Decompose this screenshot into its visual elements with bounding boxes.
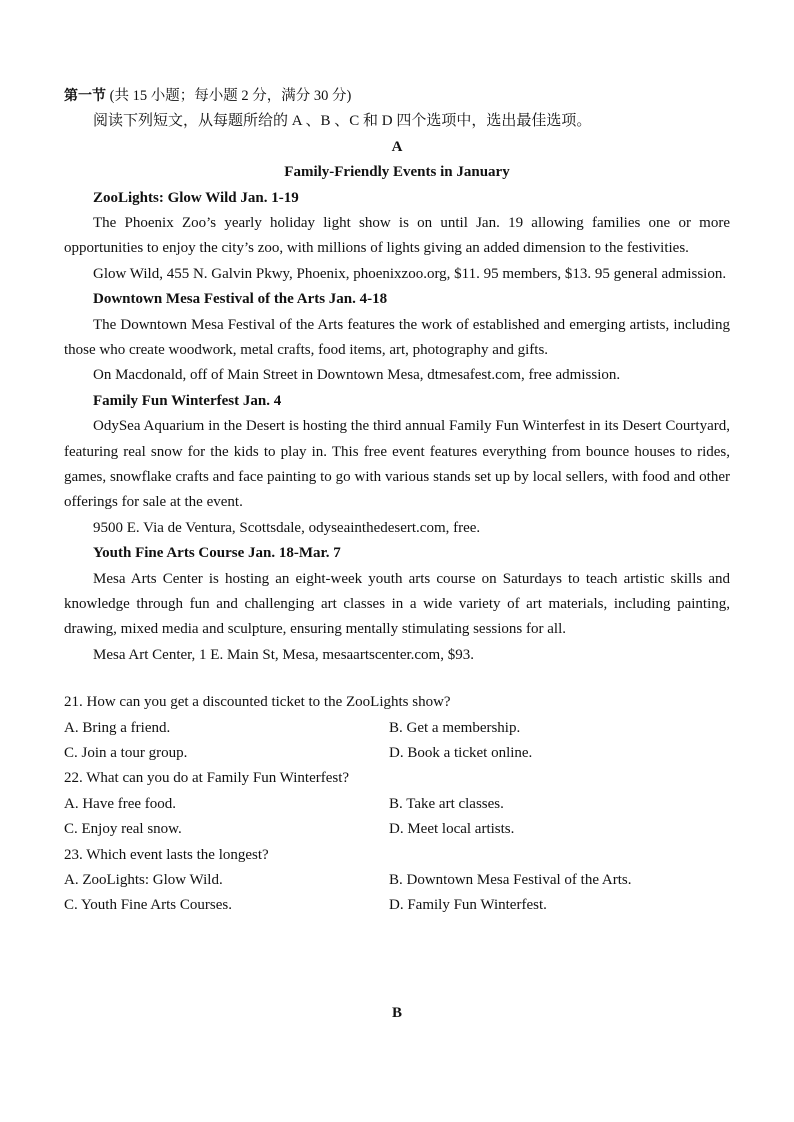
option-d[interactable]: D. Meet local artists. — [389, 821, 515, 838]
event-info: 9500 E. Via de Ventura, Scottsdale, odyseainthedesert.com, free. — [93, 519, 481, 536]
option-a[interactable]: A. Bring a friend. — [64, 719, 171, 736]
event-description: The Phoenix Zoo’s yearly holiday light show is on until Jan. 19 allowing families one or more opportunities to enjoy the city’s zoo, with millions of lights giving an added dimension to the festivities. — [64, 214, 730, 257]
question-23 — [64, 843, 730, 919]
event-info: Glow Wild, 455 N. Galvin Pkwy, Phoenix, phoenixzoo.org, $11. 95 members, $13. 95 general admission. — [93, 265, 727, 282]
question-stem: 21. How can you get a discounted ticket to the ZooLights show? — [64, 694, 451, 711]
option-d[interactable]: D. Book a ticket online. — [389, 745, 533, 761]
event-youth-arts — [64, 541, 730, 668]
event-description: OdySea Aquarium in the Desert is hosting the third annual Family Fun Winterfest in its Desert Courtyard, featuring real snow for the kids to play in. This free event features everything from bounce houses to rides, games, snowflake crafts and face painting to go with various stands set up by local sellers, with food and other offerings for sale at the event. — [64, 418, 730, 511]
passage-label: A — [391, 138, 403, 155]
event-description: The Downtown Mesa Festival of the Arts features the work of established and emerging artists, including those who create woodwork, metal crafts, food items, art, photography and gifts. — [64, 316, 730, 358]
event-description: Mesa Arts Center is hosting an eight-week youth arts course on Saturdays to teach artistic skills and knowledge through fun and challenging art classes in a wide variety of art materials, including painting, drawing, mixed media and sculpture, ensuring mentally stimulating sessions for all. — [64, 570, 730, 638]
event-heading: ZooLights: Glow Wild Jan. 1-19 — [93, 189, 299, 206]
event-heading: Family Fun Winterfest Jan. 4 — [93, 392, 282, 409]
section-heading — [64, 84, 730, 109]
event-info: On Macdonald, off of Main Street in Downtown Mesa, dtmesafest.com, free admission. — [93, 367, 621, 384]
option-b[interactable]: B. Take art classes. — [389, 795, 504, 812]
event-heading: Downtown Mesa Festival of the Arts Jan. 4-18 — [93, 291, 388, 308]
exam-page — [64, 84, 730, 919]
section-info: (共 15 小题；每小题 2 分，满分 30 分) — [109, 88, 352, 104]
option-c[interactable]: C. Youth Fine Arts Courses. — [64, 897, 232, 914]
option-b[interactable]: B. Downtown Mesa Festival of the Arts. — [389, 871, 632, 888]
section-label: 第一节 — [64, 88, 106, 104]
event-winterfest — [64, 389, 730, 541]
event-info: Mesa Art Center, 1 E. Main St, Mesa, mesaartscenter.com, $93. — [93, 646, 474, 663]
question-21 — [64, 690, 730, 766]
question-stem: 23. Which event lasts the longest? — [64, 846, 269, 863]
question-22 — [64, 766, 730, 842]
event-zoolights — [64, 186, 730, 288]
option-d[interactable]: D. Family Fun Winterfest. — [389, 897, 547, 914]
event-mesa-festival — [64, 287, 730, 389]
event-heading: Youth Fine Arts Course Jan. 18-Mar. 7 — [93, 545, 341, 562]
option-c[interactable]: C. Join a tour group. — [64, 745, 188, 761]
instruction: 阅读下列短文，从每题所给的 A 、B 、C 和 D 四个选项中，选出最佳选项。 — [93, 113, 592, 130]
option-b[interactable]: B. Get a membership. — [389, 719, 521, 736]
option-a[interactable]: A. ZooLights: Glow Wild. — [64, 871, 223, 888]
next-section-label: B — [391, 1005, 402, 1021]
option-c[interactable]: C. Enjoy real snow. — [64, 821, 182, 838]
passage-title: Family-Friendly Events in January — [284, 164, 510, 181]
question-stem: 22. What can you do at Family Fun Winterfest? — [64, 770, 350, 787]
option-a[interactable]: A. Have free food. — [64, 795, 177, 812]
